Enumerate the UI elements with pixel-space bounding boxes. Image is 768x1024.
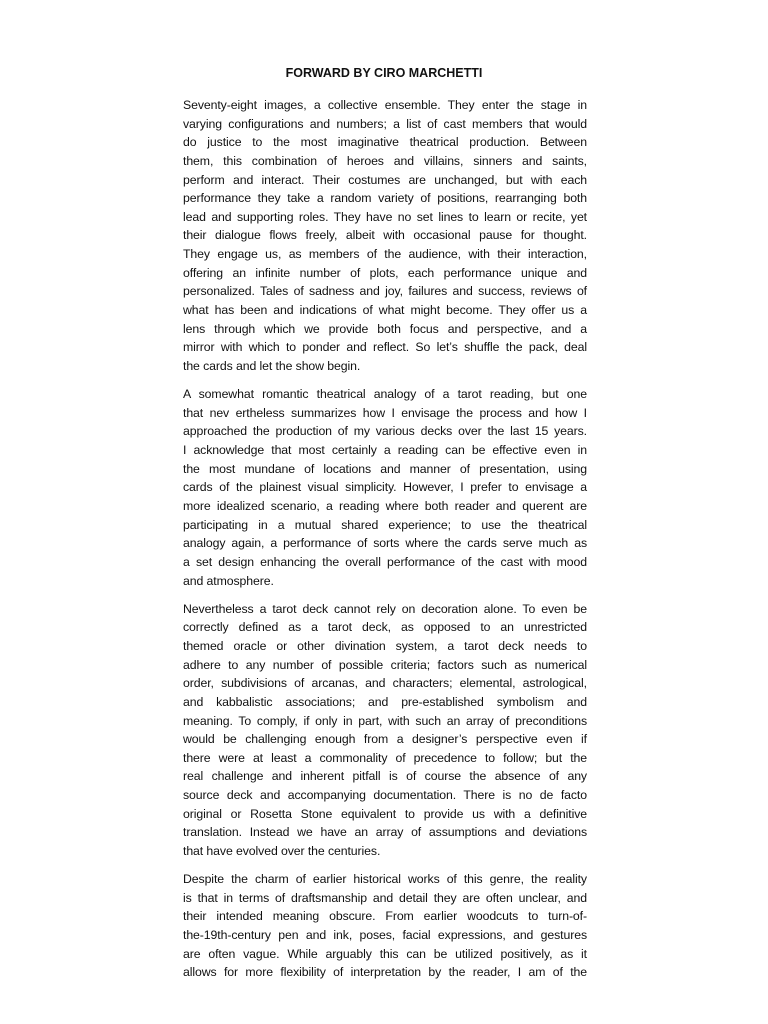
text-line: allows for more flexibility of interpretation by the reader, I am of the	[183, 965, 587, 980]
text-line: what has been and indications of what might become. They offer us a	[183, 303, 587, 318]
text-line: are often vague. While arguably this can be utilized positively, as it	[183, 946, 587, 961]
paragraph	[183, 385, 587, 590]
text-line: the-19th-century pen and ink, poses, facial expressions, and gestures	[183, 928, 587, 943]
text-line: personalized. Tales of sadness and joy, failures and success, reviews of	[183, 284, 587, 299]
text-line: that nev ertheless summarizes how I envisage the process and how I	[183, 405, 587, 420]
text-line: the most mundane of locations and manner of presentation, using	[183, 461, 587, 476]
text-line: the cards and let the show begin.	[183, 358, 361, 373]
text-line: performance they take a random variety of positions, rearranging both	[183, 191, 587, 206]
text-line: meaning. To comply, if only in part, with such an array of preconditions	[183, 713, 587, 728]
text-line: correctly defined as a tarot deck, as opposed to an unrestricted	[183, 620, 587, 635]
text-line: their intended meaning obscure. From earlier woodcuts to turn-of-	[183, 909, 587, 924]
text-line: themed oracle or other divination system, a tarot deck needs to	[183, 638, 587, 653]
text-line: would be challenging enough from a designer’s perspective even if	[183, 732, 587, 747]
text-line: perform and interact. Their costumes are unchanged, but with each	[183, 172, 587, 187]
text-line: lead and supporting roles. They have no set lines to learn or recite, yet	[183, 209, 587, 224]
text-line: and atmosphere.	[183, 573, 274, 588]
text-line: I acknowledge that most certainly a reading can be effective even in	[183, 443, 587, 458]
text-line: lens through which we provide both focus and perspective, and a	[183, 321, 587, 336]
text-line: more idealized scenario, a reading where both reader and querent are	[183, 498, 587, 513]
text-line: them, this combination of heroes and villains, sinners and saints,	[183, 153, 587, 168]
text-line: original or Rosetta Stone equivalent to provide us with a definitive	[183, 806, 587, 821]
text-line: a set design enhancing the overall performance of the cast with mood	[183, 554, 587, 569]
text-line: that have evolved over the centuries.	[183, 843, 381, 858]
text-line: offering an infinite number of plots, each performance unique and	[183, 265, 587, 280]
text-line: source deck and accompanying documentation. There is no de facto	[183, 788, 587, 803]
text-line: approached the production of my various decks over the last 15 years.	[183, 424, 587, 439]
text-line: They engage us, as members of the audience, with their interaction,	[183, 247, 587, 262]
paragraph	[183, 96, 587, 376]
text-line: Seventy-eight images, a collective ensemble. They enter the stage in	[183, 98, 587, 112]
text-line: varying configurations and numbers; a list of cast members that would	[183, 116, 587, 131]
text-line: analogy again, a performance of sorts where the cards serve much as	[183, 536, 587, 551]
text-line: Despite the charm of earlier historical works of this genre, the reality	[183, 872, 587, 887]
text-line: do justice to the most imaginative theatrical production. Between	[183, 135, 587, 150]
text-line: their dialogue flows freely, albeit with occasional pause for thought.	[183, 228, 587, 243]
document-title: FORWARD BY CIRO MARCHETTI	[285, 66, 483, 80]
text-line: and kabbalistic associations; and pre-established symbolism and	[183, 694, 587, 709]
text-line: is that in terms of draftsmanship and detail they are often unclear, and	[183, 890, 587, 905]
text-line: real challenge and inherent pitfall is of course the absence of any	[183, 769, 587, 784]
text-line: A somewhat romantic theatrical analogy of a tarot reading, but one	[183, 387, 587, 402]
text-line: cards of the plainest visual simplicity. However, I prefer to envisage a	[183, 480, 587, 495]
paragraph	[183, 870, 587, 982]
text-line: order, subdivisions of arcanas, and characters; elemental, astrological,	[183, 676, 587, 691]
text-line: adhere to any number of possible criteria; factors such as numerical	[183, 657, 587, 672]
text-line: participating in a mutual shared experience; to use the theatrical	[183, 517, 587, 532]
text-line: there were at least a commonality of precedence to follow; but the	[183, 750, 587, 765]
text-line: translation. Instead we have an array of assumptions and deviations	[183, 825, 587, 840]
text-line: mirror with which to ponder and reflect. So let’s shuffle the pack, deal	[183, 340, 587, 355]
document-body	[183, 96, 587, 991]
text-line: Nevertheless a tarot deck cannot rely on decoration alone. To even be	[183, 601, 587, 616]
paragraph	[183, 600, 587, 861]
